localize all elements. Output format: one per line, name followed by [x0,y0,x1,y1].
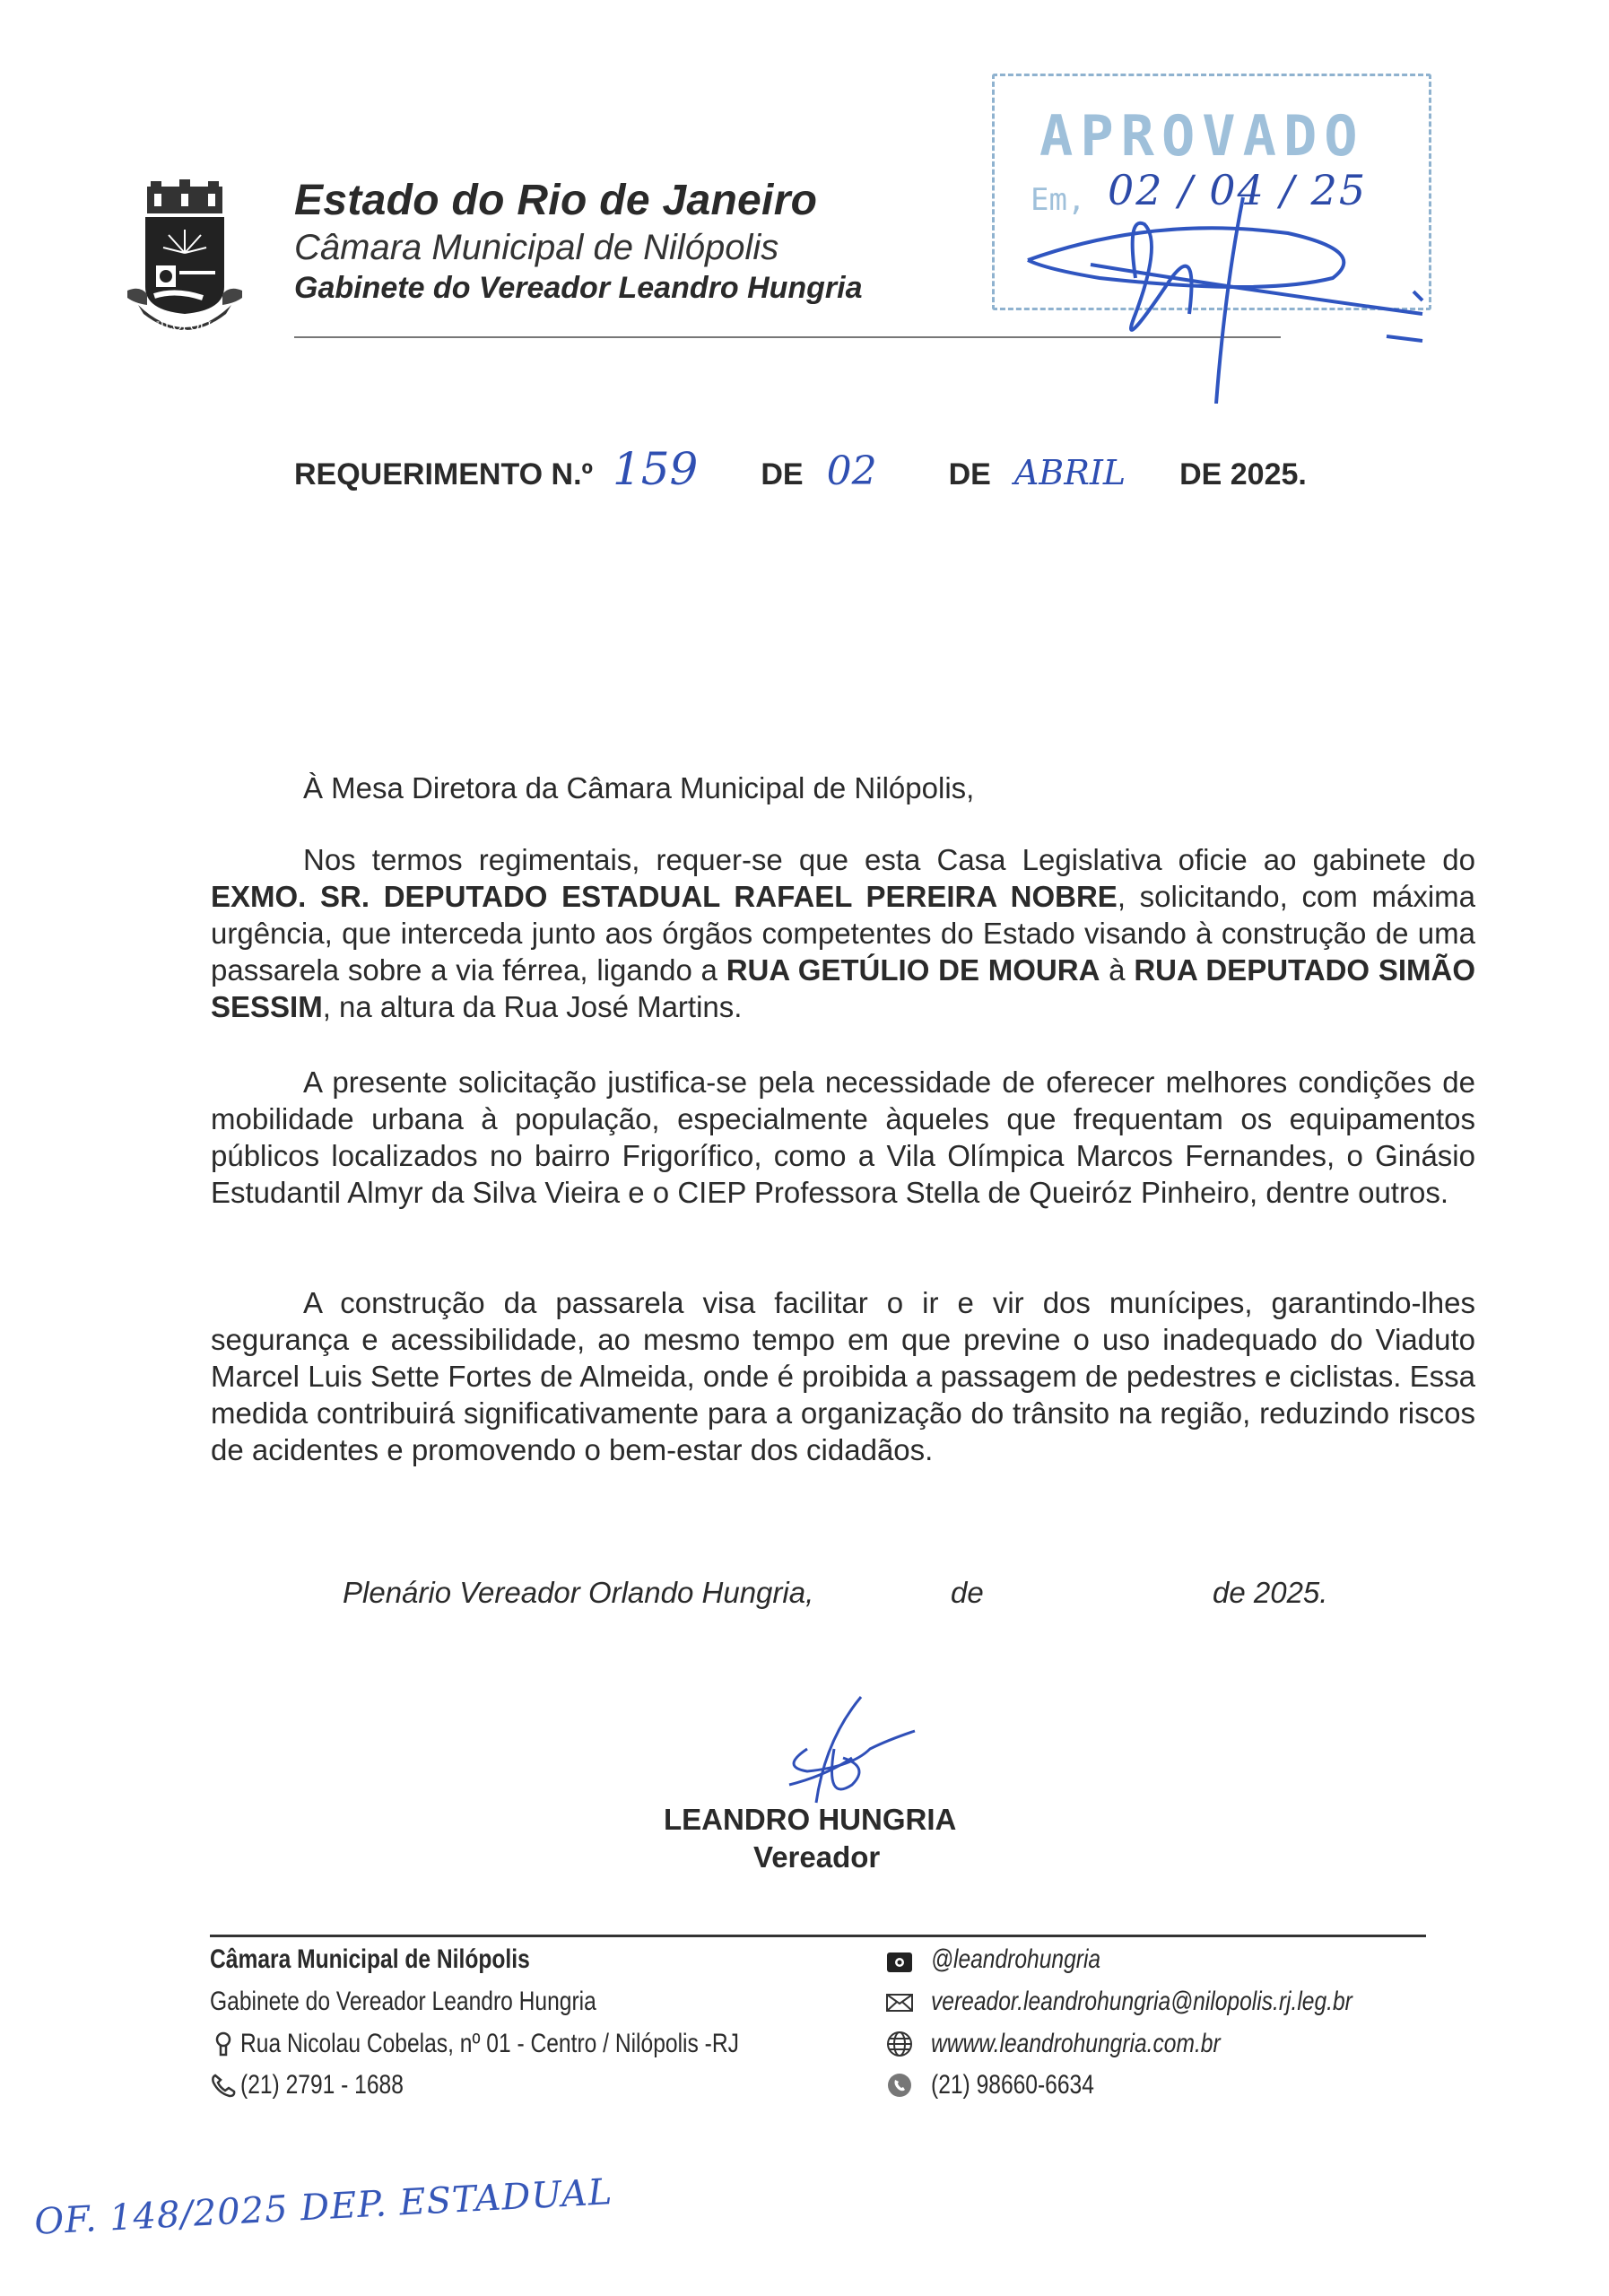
footer-office: Gabinete do Vereador Leandro Hungria [210,1987,596,2016]
stamp-signature [992,179,1458,404]
requerimento-month: ABRIL [1013,453,1126,492]
whatsapp-icon [886,2072,913,2099]
requerimento-de-2: DE [948,457,991,491]
p1-text-3: à [1100,953,1135,987]
footer-email[interactable]: vereador.leandrohungria@nilopolis.rj.leg.br [931,1987,1352,2016]
closing-year: de 2025. [1213,1576,1328,1609]
p1-text-2: , solicitando, com máxima urgência, que interceda junto aos órgãos competentes do Estado visando à construção de uma passarela sobre a via férrea, ligando a [211,880,1475,987]
header-chamber: Câmara Municipal de Nilópolis [294,228,779,267]
footer-divider [210,1935,1426,1937]
footer-org: Câmara Municipal de Nilópolis [210,1944,530,1974]
location-pin-icon [210,2031,237,2057]
stamp-approved-label: APROVADO [1039,103,1365,169]
signature-scribble [771,1686,933,1812]
requerimento-day: 02 [826,448,877,494]
footer-website[interactable]: wwww.leandrohungria.com.br [931,2029,1221,2058]
salutation: À Mesa Diretora da Câmara Municipal de Nilópolis, [303,771,975,804]
paragraph-benefits-text: A construção da passarela visa facilitar o ir e vir dos munícipes, garantindo-lhes segurança e acessibilidade, ao mesmo tempo em que previne o uso inadequado do Viaduto Marcel Luis Sette Fortes de Almeida, onde é proibida a passagem de pedestres e ciclistas. Essa medida contribuirá significativamente para a organização do trânsito na região, reduzindo riscos de acidentes e promovendo o bem-estar dos cidadãos. [211,1286,1475,1466]
paragraph-justification-text: A presente solicitação justifica-se pela necessidade de oferecer melhores condições de mobilidade urbana à população, especialmente àqueles que frequentam os equipamentos públicos localizados no bairro Frigorífico, como a Vila Olímpica Marcos Fernandes, o Ginásio Estudantil Almyr da Silva Vieira e o CIEP Professora Stella de Queiróz Pinheiro, dentre outros. [211,1065,1475,1209]
globe-icon [886,2031,913,2057]
paragraph-request-text [211,841,1475,1025]
footer-whatsapp[interactable]: (21) 98660-6634 [931,2070,1094,2100]
handwritten-office-note: OF. 148/2025 DEP. ESTADUAL [33,2171,614,2243]
stamp-em-label: Em, [1031,182,1086,218]
requerimento-line [294,443,1307,495]
header-state: Estado do Rio de Janeiro [294,177,818,224]
requerimento-year: DE 2025. [1179,457,1307,491]
p1-text-4: , na altura da Rua José Martins. [322,990,743,1023]
footer-phone: (21) 2791 - 1688 [240,2070,404,2100]
phone-icon [210,2072,237,2099]
closing-place: Plenário Vereador Orlando Hungria, [343,1576,814,1609]
paragraph-request [211,841,1475,1025]
signatory-name: LEANDRO HUNGRIA [664,1803,957,1836]
deputy-name: EXMO. SR. DEPUTADO ESTADUAL RAFAEL PEREIRA NOBRE [211,880,1118,913]
closing-de: de [951,1576,984,1609]
header-office: Gabinete do Vereador Leandro Hungria [294,271,863,305]
signatory-role: Vereador [753,1840,881,1874]
instagram-camera-icon [886,1948,913,1975]
street-getulio: RUA GETÚLIO DE MOURA [726,953,1100,987]
municipal-crest-logo [122,179,248,341]
street-simao: RUA DEPUTADO SIMÃO SESSIM [211,953,1476,1023]
requerimento-de-1: DE [761,457,804,491]
email-envelope-icon [886,1989,913,2016]
p1-text-1: Nos termos regimentais, requer-se que esta Casa Legislativa oficie ao gabinete do [303,843,1475,876]
requerimento-number: 159 [612,443,699,495]
footer-instagram[interactable]: @leandrohungria [931,1944,1101,1974]
footer-address: Rua Nicolau Cobelas, nº 01 - Centro / Nilópolis -RJ [240,2029,739,2058]
crest-text: NILOPOLIS [150,320,220,334]
stamp-handwritten-date: 02 / 04 / 25 [1108,166,1368,214]
paragraph-justification [211,1064,1475,1211]
paragraph-benefits [211,1284,1475,1468]
requerimento-label: REQUERIMENTO N.º [294,457,593,491]
